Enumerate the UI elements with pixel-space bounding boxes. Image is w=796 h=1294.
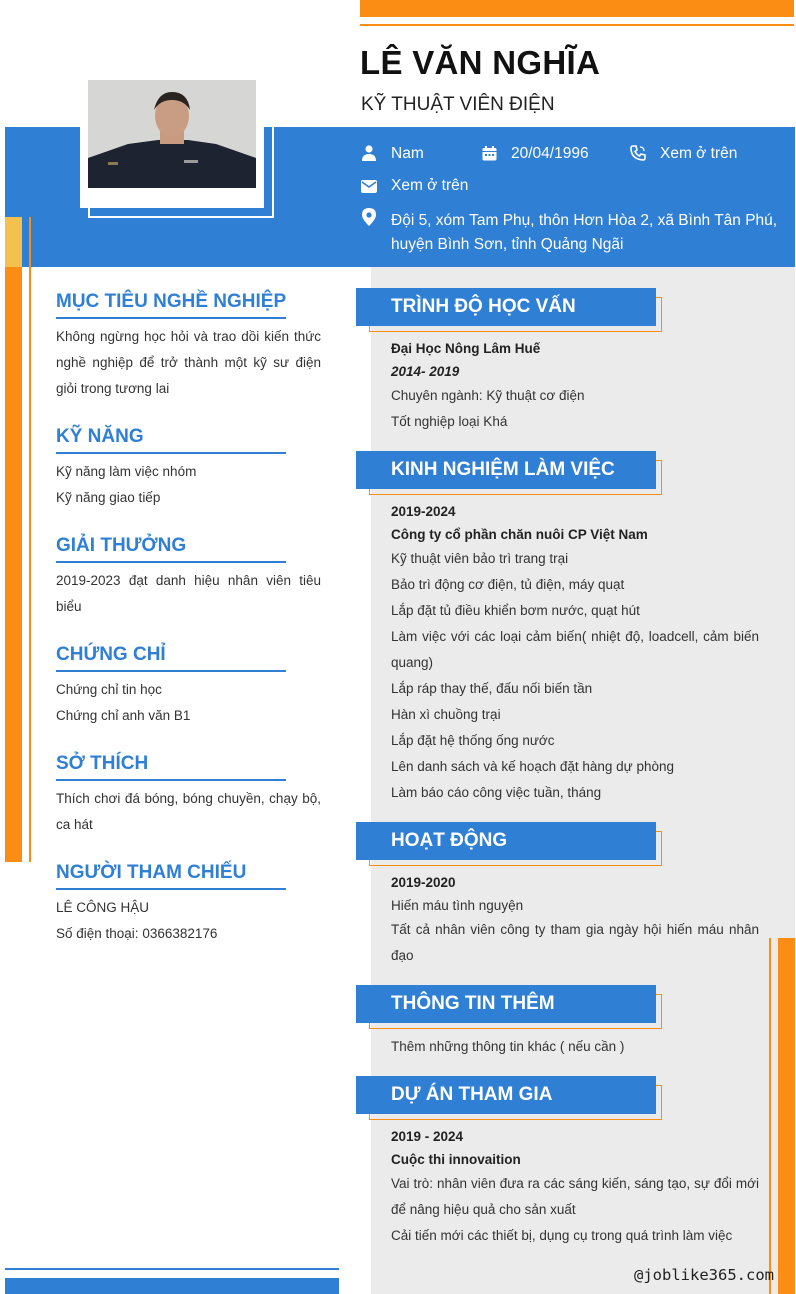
birthday-value: 20/04/1996 xyxy=(511,145,589,162)
phone-icon xyxy=(629,144,647,162)
list-item: Lên danh sách và kế hoạch đặt hàng dự phòng xyxy=(391,759,675,774)
experience-header xyxy=(391,500,759,546)
activities-period: 2019-2020 xyxy=(391,875,456,890)
skills-list xyxy=(56,459,321,511)
projects-details xyxy=(391,1171,759,1249)
certificates-list xyxy=(56,677,321,729)
bottom-blue-bar xyxy=(5,1278,339,1294)
additional-text: Thêm những thông tin khác ( nếu cần ) xyxy=(391,1039,625,1054)
heading-underline xyxy=(56,779,286,781)
activities-header xyxy=(391,871,759,917)
awards-heading: GIẢI THƯỞNG xyxy=(56,535,187,556)
education-grade: Tốt nghiệp loại Khá xyxy=(391,414,508,429)
calendar-icon xyxy=(480,144,498,162)
list-item: Chứng chỉ tin học xyxy=(56,682,162,697)
project-item: Cải tiến mới các thiết bị, dụng cụ trong quá trình làm việc xyxy=(391,1228,733,1243)
address xyxy=(391,209,777,257)
list-item: Kỹ thuật viên bảo trì trang trại xyxy=(391,551,569,566)
experience-period: 2019-2024 xyxy=(391,504,456,519)
project-role: Vai trò: nhân viên đưa ra các sáng kiến, sáng tạo, sự đổi mới để nâng hiệu quả cho sản xuất xyxy=(391,1176,759,1217)
education-details xyxy=(391,383,759,435)
heading-underline xyxy=(56,561,286,563)
candidate-name: LÊ VĂN NGHĨA xyxy=(360,44,601,81)
top-orange-bar xyxy=(360,0,794,17)
address-line-2: huyện Bình Sơn, tỉnh Quảng Ngãi xyxy=(391,236,624,253)
activities-item-2: Tất cả nhân viên công ty tham gia ngày hội hiến máu nhân đạo xyxy=(391,922,759,963)
education-block xyxy=(391,337,759,383)
heading-underline xyxy=(56,670,286,672)
hobbies-text: Thích chơi đá bóng, bóng chuyền, chạy bộ, ca hát xyxy=(56,791,321,832)
left-yellow-accent xyxy=(5,217,22,267)
activities-item-1: Hiến máu tình nguyện xyxy=(391,898,524,913)
list-item: Hàn xì chuồng trại xyxy=(391,707,501,722)
left-orange-line xyxy=(29,217,31,862)
heading-underline xyxy=(56,888,286,890)
heading-underline xyxy=(56,452,286,454)
right-orange-bar xyxy=(778,938,795,1294)
experience-list xyxy=(391,546,759,806)
education-major: Chuyên ngành: Kỹ thuật cơ điện xyxy=(391,388,585,403)
projects-header xyxy=(391,1125,759,1171)
reference-name: LÊ CÔNG HẬU xyxy=(56,900,150,915)
skills-heading: KỸ NĂNG xyxy=(56,426,144,447)
list-item: Bảo trì động cơ điện, tủ điện, máy quạt xyxy=(391,577,625,592)
list-item: Lắp đặt hệ thống ống nước xyxy=(391,733,555,748)
list-item: Làm việc với các loại cảm biến( nhiệt độ, loadcell, cảm biến quang) xyxy=(391,629,759,670)
address-line-1: Đội 5, xóm Tam Phụ, thôn Hơn Hòa 2, xã Bình Tân Phú, xyxy=(391,212,778,229)
additional-heading: THÔNG TIN THÊM xyxy=(391,993,555,1014)
objective-heading: MỤC TIÊU NGHỀ NGHIỆP xyxy=(56,291,287,312)
job-title: KỸ THUẬT VIÊN ĐIỆN xyxy=(361,94,555,115)
person-silhouette xyxy=(88,80,256,188)
user-icon xyxy=(360,144,378,162)
projects-period: 2019 - 2024 xyxy=(391,1129,464,1144)
top-orange-line xyxy=(360,24,794,26)
email-icon xyxy=(360,177,378,195)
activities-heading: HOẠT ĐỘNG xyxy=(391,830,508,851)
bottom-blue-line xyxy=(5,1268,339,1270)
hobbies-heading: SỞ THÍCH xyxy=(56,753,149,774)
reference-info xyxy=(56,895,321,947)
right-orange-line xyxy=(769,938,771,1294)
projects-heading: DỰ ÁN THAM GIA xyxy=(391,1084,553,1105)
awards-text: 2019-2023 đạt danh hiệu nhân viên tiêu biểu xyxy=(56,573,321,614)
list-item: Làm báo cáo công việc tuần, tháng xyxy=(391,785,602,800)
list-item: Lắp ráp thay thế, đấu nối biến tần xyxy=(391,681,593,696)
phone-value: Xem ở trên xyxy=(660,145,738,162)
gender-value: Nam xyxy=(391,145,424,162)
certificates-heading: CHỨNG CHỈ xyxy=(56,644,166,665)
email-value: Xem ở trên xyxy=(391,177,469,194)
objective-text: Không ngừng học hỏi và trao dồi kiến thức nghề nghiệp để trở thành một kỹ sư điện giỏi trong tương lai xyxy=(56,329,321,396)
project-name: Cuộc thi innovaition xyxy=(391,1152,521,1167)
reference-heading: NGƯỜI THAM CHIẾU xyxy=(56,862,247,883)
school-name: Đại Học Nông Lâm Huế xyxy=(391,341,541,356)
reference-phone: Số điện thoại: 0366382176 xyxy=(56,926,218,941)
heading-underline xyxy=(56,317,286,319)
company-name: Công ty cổ phần chăn nuôi CP Việt Nam xyxy=(391,527,648,542)
list-item: Kỹ năng làm việc nhóm xyxy=(56,464,197,479)
experience-heading: KINH NGHIỆM LÀM VIỆC xyxy=(391,459,615,480)
education-period: 2014- 2019 xyxy=(391,364,460,379)
left-orange-bar xyxy=(5,217,22,862)
site-watermark: @joblike365.com xyxy=(634,1266,774,1284)
location-icon xyxy=(360,208,378,226)
education-heading: TRÌNH ĐỘ HỌC VẤN xyxy=(391,296,576,317)
list-item: Kỹ năng giao tiếp xyxy=(56,490,161,505)
list-item: Chứng chỉ anh văn B1 xyxy=(56,708,191,723)
list-item: Lắp đặt tủ điều khiển bơm nước, quạt hút xyxy=(391,603,640,618)
avatar-photo xyxy=(88,80,256,188)
